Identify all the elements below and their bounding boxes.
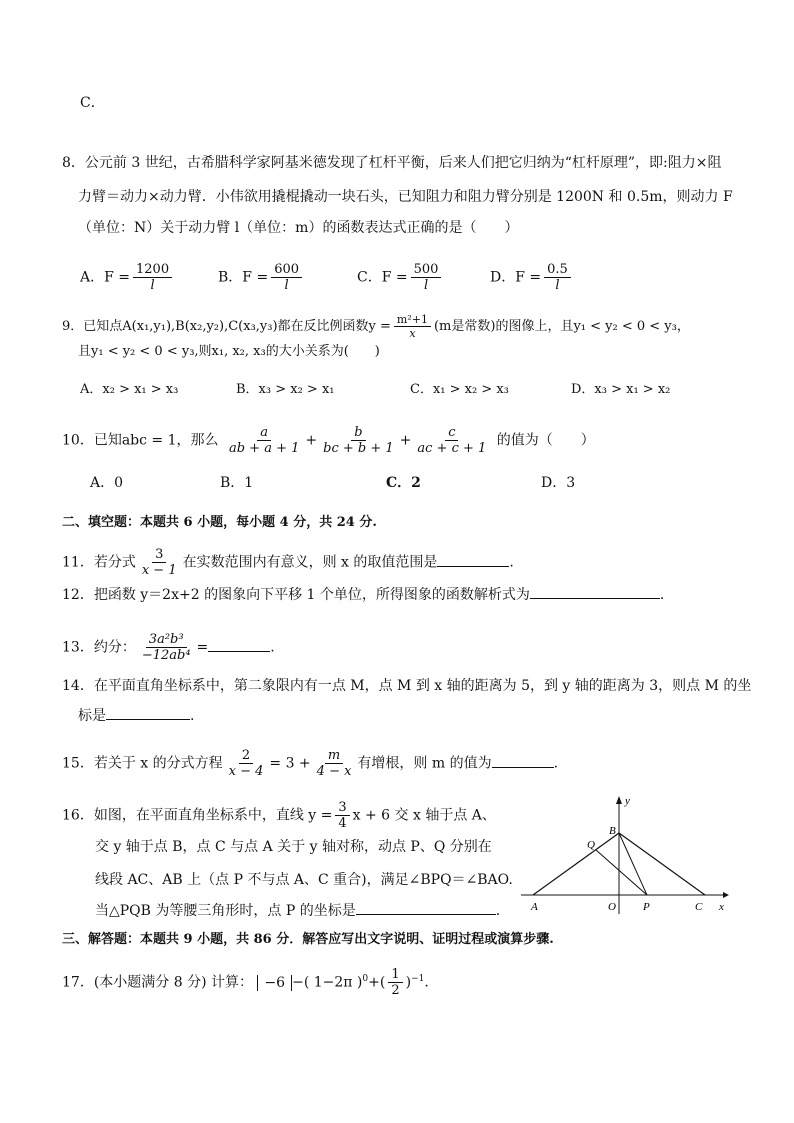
q9-option-b[interactable]: B．x₃ > x₂ > x₁: [236, 382, 335, 397]
q7-option-c: C．: [80, 95, 105, 111]
q14-line2: 标是 .: [78, 705, 194, 726]
label-q: Q: [587, 839, 595, 851]
q11: 11．若分式 $\frac{3}{x - 1}$ 在实数范围内有意义，则 x 的取值范围是 .: [62, 547, 514, 578]
q15: 15．若关于 x 的分式方程 $\frac{2}{x - 4}$ = 3 + $\frac{m}{4 - x}$ 有增根，则 m 的值为 .: [62, 748, 559, 779]
segment-bc: [619, 833, 705, 895]
q9-line2: 且y₁ < y₂ < 0 < y₃,则x₁, x₂, x₃的大小关系为( ): [78, 344, 380, 359]
q10-stem: 10．已知abc = 1，那么 $\frac{a}{ab + a + 1}$ + $\frac{b}{bc + b + 1}$ + $\frac{c}{ac + c + 1}$ 的值为（ ）: [62, 425, 595, 456]
q12: 12．把函数 y＝2x+2 的图象向下平移 1 个单位，所得图象的函数解析式为 .: [62, 584, 664, 605]
label-x: x: [719, 901, 724, 913]
q8-line1: 8．公元前 3 世纪，古希腊科学家阿基米德发现了杠杆平衡，后来人们把它归纳为“杠杆原理”，即:阻力×阻: [62, 155, 722, 171]
label-o: O: [608, 901, 616, 913]
q10-option-a[interactable]: A．0: [90, 475, 124, 491]
label-b: B: [609, 825, 616, 837]
segment-qp: [596, 850, 647, 895]
q16-answer-blank[interactable]: [356, 900, 496, 915]
q14-line1: 14．在平面直角坐标系中，第二象限内有一点 M，点 M 到 x 轴的距离为 5，到 y 轴的距离为 3，则点 M 的坐: [62, 678, 752, 694]
section-fill-in-heading: 二、填空题：本题共 6 小题，每小题 4 分，共 24 分.: [62, 515, 377, 530]
q12-answer-blank[interactable]: [530, 584, 660, 599]
q9-option-d[interactable]: D．x₃ > x₁ > x₂: [571, 382, 671, 397]
section-solve-heading: 三、解答题：本题共 9 小题，共 86 分．解答应写出文字说明、证明过程或演算步骤.: [62, 932, 554, 947]
q16-coordinate-figure: [515, 790, 735, 920]
q17-abs: −6: [257, 975, 292, 991]
q13: 13．约分： $\frac{\text{3a²b³}}{\text{−12ab⁴}}$ = .: [62, 632, 275, 663]
q8-line3: （单位：N）关于动力臂 l（单位：m）的函数表达式正确的是（ ）: [78, 220, 519, 236]
segment-ab: [533, 833, 619, 895]
q10-option-d[interactable]: D．3: [541, 475, 576, 491]
q17: 17．(本小题满分 8 分) 计算： −6 −( 1−2π )$^0$+( $\frac{1}{2}$ )$^{-1}$.: [62, 967, 429, 998]
q8-option-c[interactable]: C．F = $\frac{500}{l}$: [357, 262, 444, 293]
x-axis-arrow: [723, 892, 729, 898]
q9-line1: 9．已知点A(x₁,y₁),B(x₂,y₂),C(x₃,y₃)都在反比例函数y = $\frac{\text{m²+1}}{x}$ (m是常数)的图像上，且y₁ < y₂ < 0 < y₃，: [62, 313, 690, 340]
label-p: P: [643, 901, 650, 913]
q8-line2: 力臂＝动力×动力臂．小伟欲用撬棍撬动一块石头，已知阻力和阻力臂分别是 1200N 和 0.5m，则动力 F: [78, 189, 733, 205]
label-a: A: [531, 901, 538, 913]
q9-option-a[interactable]: A．x₂ > x₁ > x₃: [80, 382, 179, 397]
q16-line4: 当△PQB 为等腰三角形时，点 P 的坐标是 .: [95, 900, 500, 921]
y-axis-arrow: [616, 796, 622, 804]
q15-answer-blank[interactable]: [492, 753, 554, 768]
q10-option-c[interactable]: C．2: [386, 475, 421, 491]
q14-answer-blank[interactable]: [106, 705, 190, 720]
q8-option-a[interactable]: A．F = $\frac{1200}{l}$: [80, 262, 175, 293]
q16-line2: 交 y 轴于点 B，点 C 与点 A 关于 y 轴对称，动点 P、Q 分别在: [95, 839, 492, 855]
segment-bp: [619, 833, 647, 895]
q11-answer-blank[interactable]: [437, 552, 509, 567]
q13-answer-blank[interactable]: [208, 637, 270, 652]
label-y: y: [625, 795, 630, 807]
q10-option-b[interactable]: B．1: [220, 475, 254, 491]
q16-line1: 16．如图，在平面直角坐标系中，直线 y = $\frac{3}{4}$ x + 6 交 x 轴于点 A、: [62, 800, 496, 831]
q8-option-d[interactable]: D．F = $\frac{0.5}{l}$: [490, 262, 574, 293]
q9-option-c[interactable]: C．x₁ > x₂ > x₃: [410, 382, 509, 397]
q8-option-b[interactable]: B．F = $\frac{600}{l}$: [218, 262, 305, 293]
label-c: C: [695, 901, 703, 913]
q16-line3: 线段 AC、AB 上（点 P 不与点 A、C 重合)，满足∠BPQ＝∠BAO.: [95, 872, 513, 888]
